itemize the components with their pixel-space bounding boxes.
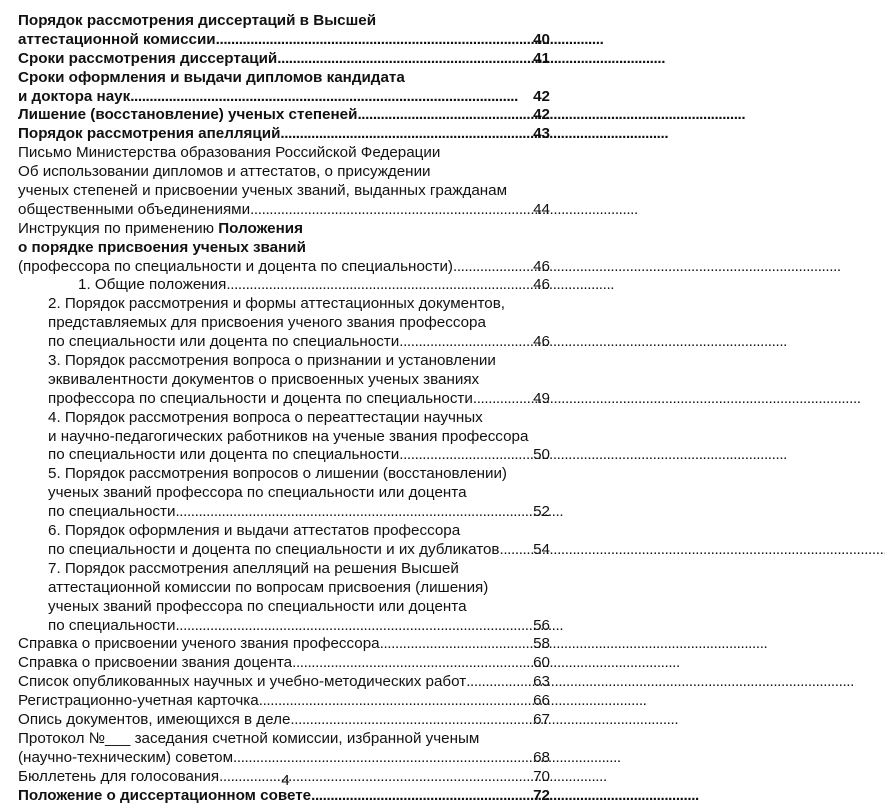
dot-leader	[226, 276, 532, 295]
toc-entry-line: и доктора наук	[18, 87, 131, 105]
toc-entry-line: и научно-педагогических работников на ученые звания профессора	[48, 427, 529, 445]
toc-entry-line: Об использовании дипломов и аттестатов, о присуждении	[18, 163, 431, 181]
toc-page-number: 72	[533, 786, 550, 804]
toc-entry-line: Лишение (восстановление) ученых степеней	[18, 106, 358, 124]
dot-leader	[175, 617, 532, 636]
toc-entry-instruction	[18, 220, 550, 277]
dot-leader	[130, 88, 532, 107]
toc-page-number: 52	[533, 503, 550, 521]
toc-entry-line: Протокол №___ заседания счетной комиссии, избранной ученым	[18, 729, 480, 747]
toc-entry-line: 1. Общие положения	[78, 276, 227, 294]
page-number: 4	[281, 772, 290, 789]
toc-page-number: 56	[533, 616, 550, 634]
toc-entry-line: представляемых для присвоения ученого звания профессора	[48, 314, 486, 332]
toc-subentry-2	[18, 295, 550, 352]
toc-entry-line: по специальности или доцента по специальности	[48, 446, 400, 464]
dot-leader	[216, 31, 532, 50]
toc-entry-line: Положение о диссертационном совете	[18, 786, 312, 804]
toc-page-number: 43	[533, 125, 550, 143]
toc-entry-line-bold: Положения	[218, 219, 303, 237]
dot-leader	[399, 446, 532, 465]
toc-entry-line: по специальности	[48, 503, 176, 521]
toc-entry-line: аттестационной комиссии по вопросам присвоения (лишения)	[48, 578, 489, 596]
toc-subentry-3	[18, 352, 550, 409]
toc-page-number: 42	[533, 87, 550, 105]
toc-page-number: 46	[533, 257, 550, 275]
toc-entry-line: ученых званий профессора по специальности или доцента	[48, 484, 467, 502]
dot-leader	[233, 749, 532, 768]
toc-entry-professor-certificate	[18, 635, 550, 654]
toc-page-number: 58	[533, 635, 550, 653]
dot-leader	[473, 390, 532, 409]
toc-page-number: 44	[533, 200, 550, 218]
toc-page-number: 70	[533, 767, 550, 785]
toc-entry-line: эквивалентности документов о присвоенных ученых званиях	[48, 370, 480, 388]
toc-entry-dissertation-council	[18, 787, 550, 805]
toc-entry-line: профессора по специальности и доцента по специальности	[48, 389, 473, 407]
toc-entry-line: 7. Порядок рассмотрения апелляций на решения Высшей	[48, 559, 459, 577]
toc-entry-line: Порядок рассмотрения апелляций	[18, 125, 281, 143]
toc-page-number: 46	[533, 276, 550, 294]
toc-entry-line: 3. Порядок рассмотрения вопроса о признании и установлении	[48, 352, 496, 370]
toc-page-number: 50	[533, 446, 550, 464]
toc-subentry-7	[18, 560, 550, 636]
toc-subentry-4	[18, 409, 550, 466]
toc-entry-line: (научно-техническим) советом	[18, 748, 234, 766]
toc-entry-documents-inventory	[18, 711, 550, 730]
table-of-contents	[18, 12, 550, 805]
dot-leader	[380, 635, 532, 654]
toc-entry-line: по специальности и доцента по специальности и их дубликатов	[48, 540, 500, 558]
toc-entry-line: Справка о присвоении ученого звания профессора	[18, 635, 380, 653]
toc-entry-line: 5. Порядок рассмотрения вопросов о лишении (восстановлении)	[48, 465, 507, 483]
toc-entry-review-terms	[18, 50, 550, 69]
dot-leader	[466, 673, 532, 692]
toc-entry-publications-list	[18, 673, 550, 692]
toc-entry-docent-certificate	[18, 654, 550, 673]
toc-page-number: 49	[533, 389, 550, 407]
toc-entry-degree-revocation	[18, 106, 550, 125]
toc-entry-line: Справка о присвоении звания доцента	[18, 654, 293, 672]
toc-page-number: 67	[533, 710, 550, 728]
toc-entry-ministry-letter	[18, 144, 550, 220]
toc-page-number: 66	[533, 692, 550, 710]
dot-leader	[175, 503, 532, 522]
dot-leader	[453, 258, 532, 277]
toc-entry-line: ученых званий профессора по специальности или доцента	[48, 597, 467, 615]
dot-leader	[280, 125, 532, 144]
toc-page-number: 63	[533, 673, 550, 691]
dot-leader	[500, 541, 533, 560]
toc-entry-line-bold: о порядке присвоения ученых званий	[18, 238, 306, 256]
toc-entry-counting-protocol	[18, 730, 550, 768]
toc-page-number: 46	[533, 333, 550, 351]
toc-entry-appeals	[18, 125, 550, 144]
toc-page-number: 68	[533, 748, 550, 766]
toc-entry-line: по специальности	[48, 616, 176, 634]
toc-entry-line: общественными объединениями	[18, 200, 251, 218]
toc-entry-line: 4. Порядок рассмотрения вопроса о переаттестации научных	[48, 408, 483, 426]
toc-page-number: 40	[533, 30, 550, 48]
dot-leader	[292, 654, 532, 673]
toc-entry-line: Сроки оформления и выдачи дипломов кандидата	[18, 68, 405, 86]
dot-leader	[399, 333, 532, 352]
toc-entry-registration-card	[18, 692, 550, 711]
toc-entry-line: Список опубликованных научных и учебно-методических работ	[18, 673, 467, 691]
toc-page-number: 60	[533, 654, 550, 672]
toc-entry-vak-review-procedure	[18, 12, 550, 50]
dot-leader	[259, 692, 532, 711]
toc-entry-line: Порядок рассмотрения диссертаций в Высшей	[18, 12, 377, 29]
dot-leader	[250, 201, 532, 220]
dot-leader	[311, 787, 532, 805]
toc-entry-line: Регистрационно-учетная карточка	[18, 692, 259, 710]
toc-entry-line: Инструкция по применению	[18, 219, 219, 237]
toc-page-number: 54	[533, 540, 550, 558]
toc-entry-diploma-terms	[18, 69, 550, 107]
toc-subentry-6	[18, 522, 550, 560]
dot-leader	[357, 106, 532, 125]
toc-entry-line: по специальности или доцента по специальности	[48, 333, 400, 351]
dot-leader	[277, 50, 532, 69]
toc-subentry-5	[18, 465, 550, 522]
toc-entry-line: Опись документов, имеющихся в деле	[18, 710, 291, 728]
toc-entry-line: аттестационной комиссии	[18, 30, 216, 48]
toc-subentry-1	[18, 276, 550, 295]
dot-leader	[290, 711, 532, 730]
toc-entry-line: Сроки рассмотрения диссертаций	[18, 49, 278, 67]
toc-entry-line: (профессора по специальности и доцента по специальности)	[18, 257, 453, 275]
toc-entry-line: 6. Порядок оформления и выдачи аттестатов профессора	[48, 522, 461, 540]
toc-entry-line: 2. Порядок рассмотрения и формы аттестационных документов,	[48, 295, 505, 313]
toc-entry-line: ученых степеней и присвоении ученых званий, выданных гражданам	[18, 182, 508, 200]
toc-page-number: 42	[533, 106, 550, 124]
toc-entry-line: Бюллетень для голосования	[18, 767, 220, 785]
toc-page-number: 41	[533, 49, 550, 67]
toc-entry-line: Письмо Министерства образования Российской Федерации	[18, 144, 441, 162]
